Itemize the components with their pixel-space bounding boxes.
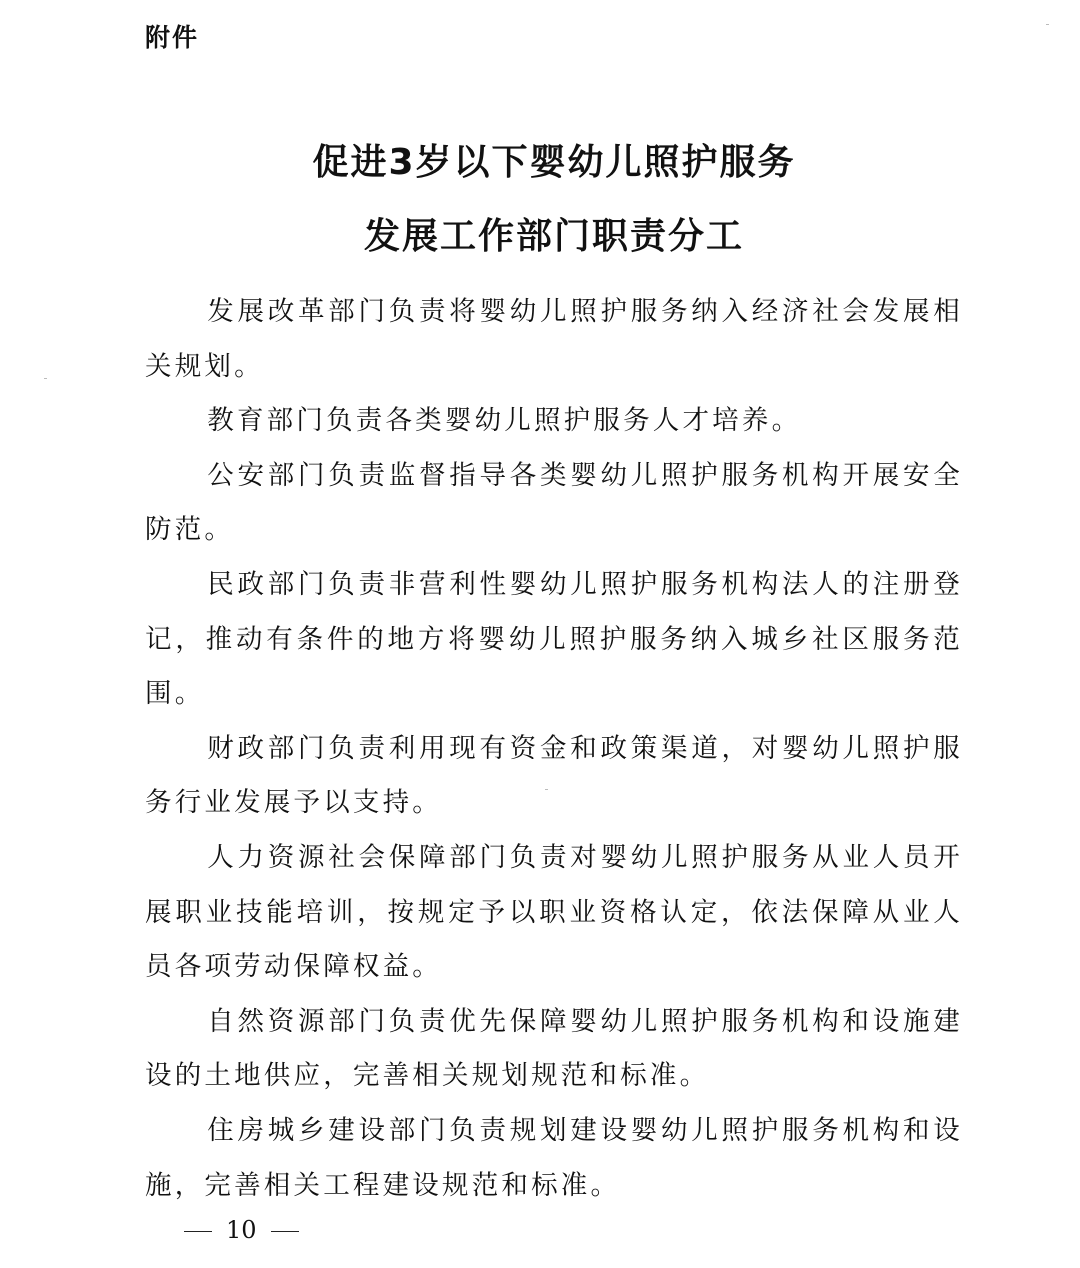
page-number-value: 10 bbox=[226, 1216, 257, 1244]
attachment-label: 附件 bbox=[145, 23, 200, 52]
title-line-1: 促进3岁以下婴幼儿照护服务 bbox=[312, 142, 796, 183]
paragraph-public-security: 公安部门负责监督指导各类婴幼儿照护服务机构开展安全防范。 bbox=[145, 459, 963, 546]
paragraph-civil-affairs: 民政部门负责非营利性婴幼儿照护服务机构法人的注册登记，推动有条件的地方将婴幼儿照护服务纳入城乡社区服务范围。 bbox=[145, 568, 963, 710]
document-title bbox=[145, 126, 963, 274]
document-body bbox=[145, 285, 963, 1213]
page-number-left-dash bbox=[184, 1231, 212, 1233]
paragraph-finance: 财政部门负责利用现有资金和政策渠道，对婴幼儿照护服务行业发展予以支持。 bbox=[145, 732, 963, 819]
paragraph-education: 教育部门负责各类婴幼儿照护服务人才培养。 bbox=[207, 405, 802, 437]
scan-speck bbox=[545, 789, 548, 790]
paragraph-development-reform: 发展改革部门负责将婴幼儿照护服务纳入经济社会发展相关规划。 bbox=[145, 296, 963, 382]
paragraph-human-resources: 人力资源社会保障部门负责对婴幼儿照护服务从业人员开展职业技能培训，按规定予以职业资格认定，依法保障从业人员各项劳动保障权益。 bbox=[145, 841, 963, 983]
scan-speck bbox=[44, 378, 47, 379]
page-number bbox=[170, 1210, 313, 1250]
paragraph-housing-construction: 住房城乡建设部门负责规划建设婴幼儿照护服务机构和设施，完善相关工程建设规范和标准。 bbox=[145, 1114, 963, 1201]
scan-speck bbox=[1046, 24, 1049, 25]
page-number-right-dash bbox=[271, 1231, 299, 1233]
title-line-2: 发展工作部门职责分工 bbox=[363, 216, 744, 257]
paragraph-natural-resources: 自然资源部门负责优先保障婴幼儿照护服务机构和设施建设的土地供应，完善相关规划规范和标准。 bbox=[145, 1005, 963, 1092]
